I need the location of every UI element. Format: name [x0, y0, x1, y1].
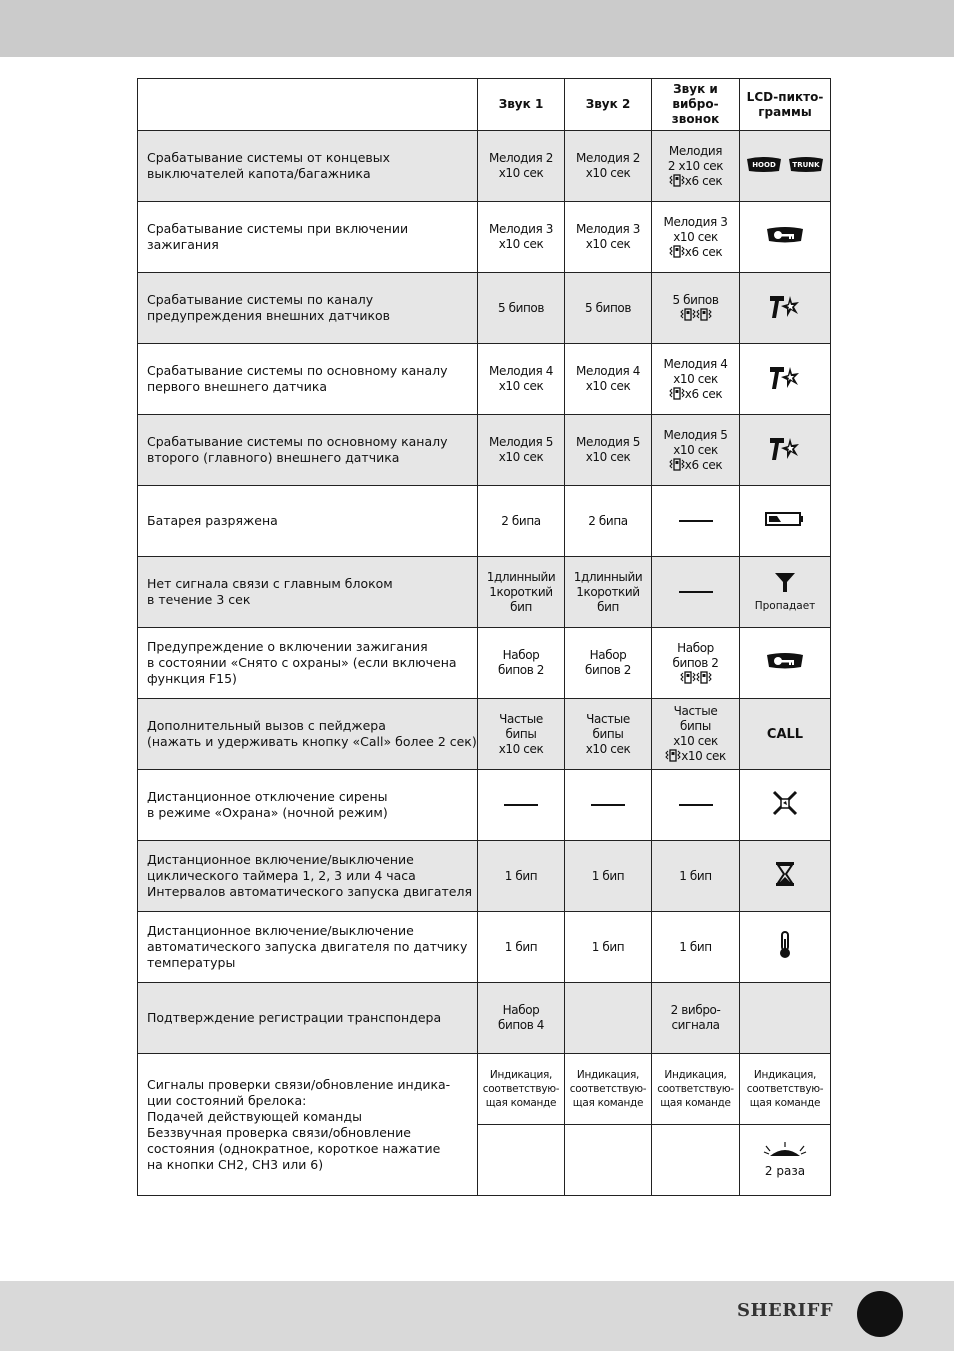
indication-cell: Индикация, соответствую- щая команде — [565, 1054, 652, 1125]
shock-sensor-icon — [768, 363, 802, 395]
sheriff-logo: SHERIFF — [737, 1300, 834, 1321]
sound1-cell: Мелодия 3 х10 сек — [478, 202, 565, 273]
row-description: Срабатывание системы по основному каналу второго (главного) внешнего датчика — [138, 415, 478, 486]
sound1-cell: Частые бипы х10 сек — [478, 699, 565, 770]
sound1-cell: Мелодия 4 х10 сек — [478, 344, 565, 415]
table-row — [138, 699, 831, 770]
sound1-cell: Мелодия 2 х10 сек — [478, 131, 565, 202]
lcd-pictogram-cell — [740, 131, 831, 202]
indication-cell: Индикация, соответствую- щая команде — [740, 1054, 831, 1125]
header-sound1: Звук 1 — [478, 79, 565, 131]
table-row — [138, 1054, 831, 1125]
lcd-pictogram-cell — [740, 628, 831, 699]
indication-cell: Индикация, соответствую- щая команде — [652, 1054, 740, 1125]
not-applicable-dash — [591, 804, 625, 806]
low-battery-icon — [765, 511, 805, 531]
sound-vibro-cell: Мелодия 2 х10 сек х6 сек — [652, 131, 740, 202]
sound2-cell: 5 бипов — [565, 273, 652, 344]
row-description: Срабатывание системы от концевых выключателей капота/багажника — [138, 131, 478, 202]
sound2-cell: Набор бипов 2 — [565, 628, 652, 699]
sound-vibro-cell: 5 бипов — [652, 273, 740, 344]
sound2-cell: Мелодия 5 х10 сек — [565, 415, 652, 486]
not-applicable-dash — [679, 520, 713, 522]
sound2-cell: Мелодия 3 х10 сек — [565, 202, 652, 273]
lcd-pictogram-cell — [740, 415, 831, 486]
table-row — [138, 557, 831, 628]
lcd-caption: Пропадает — [754, 599, 816, 612]
sound2-cell: 1 бип — [565, 841, 652, 912]
empty-cell — [652, 1125, 740, 1196]
sound1-cell — [478, 770, 565, 841]
svg-text:HOOD: HOOD — [752, 161, 776, 169]
sound2-cell: Мелодия 4 х10 сек — [565, 344, 652, 415]
row-description: Срабатывание системы по каналу предупреждения внешних датчиков — [138, 273, 478, 344]
row-description: Срабатывание системы по основному каналу первого внешнего датчика — [138, 344, 478, 415]
lcd-pictogram-cell — [740, 1125, 831, 1196]
row-description: Дистанционное включение/выключение циклического таймера 1, 2, 3 или 4 часа Интервалов автоматического запуска двигателя — [138, 841, 478, 912]
svg-text:TRUNK: TRUNK — [792, 161, 820, 169]
row-description: Предупреждение о включении зажигания в состоянии «Снято с охраны» (если включена функция F15) — [138, 628, 478, 699]
empty-cell — [565, 1125, 652, 1196]
sound-vibro-cell: 1 бип — [652, 912, 740, 983]
lcd-pictogram-cell — [740, 699, 831, 770]
lcd-pictogram-cell — [740, 912, 831, 983]
ignition-key-icon — [765, 651, 805, 675]
sound-vibro-cell — [652, 557, 740, 628]
signals-table — [137, 78, 831, 1196]
sound-vibro-cell: Мелодия 4 х10 сек х6 сек — [652, 344, 740, 415]
table-row — [138, 131, 831, 202]
sound-vibro-cell: 1 бип — [652, 841, 740, 912]
lcd-pictogram-cell — [740, 273, 831, 344]
header-empty — [138, 79, 478, 131]
table-row — [138, 983, 831, 1054]
shock-sensor-icon — [768, 292, 802, 324]
sound2-cell — [565, 770, 652, 841]
table-row — [138, 202, 831, 273]
hood-icon — [745, 155, 783, 177]
table-row — [138, 841, 831, 912]
row-description: Подтверждение регистрации транспондера — [138, 983, 478, 1054]
table-row — [138, 273, 831, 344]
row-description: Дополнительный вызов с пейджера (нажать и удерживать кнопку «Call» более 2 сек) — [138, 699, 478, 770]
row-description: Дистанционное отключение сирены в режиме «Охрана» (ночной режим) — [138, 770, 478, 841]
table-row — [138, 415, 831, 486]
table-header-row — [138, 79, 831, 131]
trunk-icon — [787, 155, 825, 177]
sound-vibro-cell — [652, 486, 740, 557]
lcd-pictogram-cell — [740, 983, 831, 1054]
lcd-pictogram-cell — [740, 486, 831, 557]
sound-vibro-cell — [652, 770, 740, 841]
page-marker — [857, 1291, 903, 1337]
row-description: Нет сигнала связи с главным блоком в течение 3 сек — [138, 557, 478, 628]
sound2-cell: 2 бипа — [565, 486, 652, 557]
remote-beep-icon — [740, 1142, 830, 1162]
sound1-cell: 1 бип — [478, 912, 565, 983]
lcd-pictogram-cell — [740, 770, 831, 841]
lcd-pictogram-cell — [740, 344, 831, 415]
row-description: Сигналы проверки связи/обновление индика- ции состояний брелока: Подачей действующей команды Беззвучная проверка связи/обновление состояния (однократное, короткое нажатие на кнопки CH2, CH3 или 6) — [138, 1054, 478, 1196]
row-description: Батарея разряжена — [138, 486, 478, 557]
empty-cell — [478, 1125, 565, 1196]
header-sound-vibro: Звук и вибро- звонок — [652, 79, 740, 131]
sound2-cell: 1 бип — [565, 912, 652, 983]
hourglass-icon — [775, 861, 795, 891]
sound-vibro-cell: Частые бипы х10 сек х10 сек — [652, 699, 740, 770]
shock-sensor-icon — [768, 434, 802, 466]
call-label: CALL — [766, 726, 804, 742]
not-applicable-dash — [679, 591, 713, 593]
antenna-icon — [774, 571, 796, 597]
ignition-key-icon — [765, 225, 805, 249]
header-lcd: LCD-пикто- граммы — [740, 79, 831, 131]
not-applicable-dash — [504, 804, 538, 806]
sound2-cell: Частые бипы х10 сек — [565, 699, 652, 770]
row-description: Дистанционное включение/выключение автоматического запуска двигателя по датчику температуры — [138, 912, 478, 983]
table-row — [138, 486, 831, 557]
sound-vibro-cell: 2 вибро- сигнала — [652, 983, 740, 1054]
siren-off-icon — [771, 789, 799, 821]
sound1-cell: 1длинныйи 1короткий бип — [478, 557, 565, 628]
sound1-cell: Набор бипов 4 — [478, 983, 565, 1054]
thermometer-icon — [778, 931, 792, 963]
sound1-cell: 1 бип — [478, 841, 565, 912]
not-applicable-dash — [679, 804, 713, 806]
table-row — [138, 628, 831, 699]
table-row — [138, 912, 831, 983]
sound1-cell: Набор бипов 2 — [478, 628, 565, 699]
sound-vibro-cell: Набор бипов 2 — [652, 628, 740, 699]
sound-vibro-cell: Мелодия 5 х10 сек х6 сек — [652, 415, 740, 486]
sound2-cell: 1длинныйи 1короткий бип — [565, 557, 652, 628]
lcd-caption: 2 раза — [764, 1163, 806, 1178]
lcd-pictogram-cell — [740, 557, 831, 628]
row-description: Срабатывание системы при включении зажигания — [138, 202, 478, 273]
sound1-cell: 5 бипов — [478, 273, 565, 344]
lcd-pictogram-cell — [740, 202, 831, 273]
lcd-pictogram-cell — [740, 841, 831, 912]
table-row — [138, 344, 831, 415]
sound2-cell: Мелодия 2 х10 сек — [565, 131, 652, 202]
sound1-cell: Мелодия 5 х10 сек — [478, 415, 565, 486]
sound1-cell: 2 бипа — [478, 486, 565, 557]
sound2-cell — [565, 983, 652, 1054]
table-row — [138, 770, 831, 841]
sound-vibro-cell: Мелодия 3 х10 сек х6 сек — [652, 202, 740, 273]
header-sound2: Звук 2 — [565, 79, 652, 131]
indication-cell: Индикация, соответствую- щая команде — [478, 1054, 565, 1125]
top-bar — [0, 0, 954, 57]
